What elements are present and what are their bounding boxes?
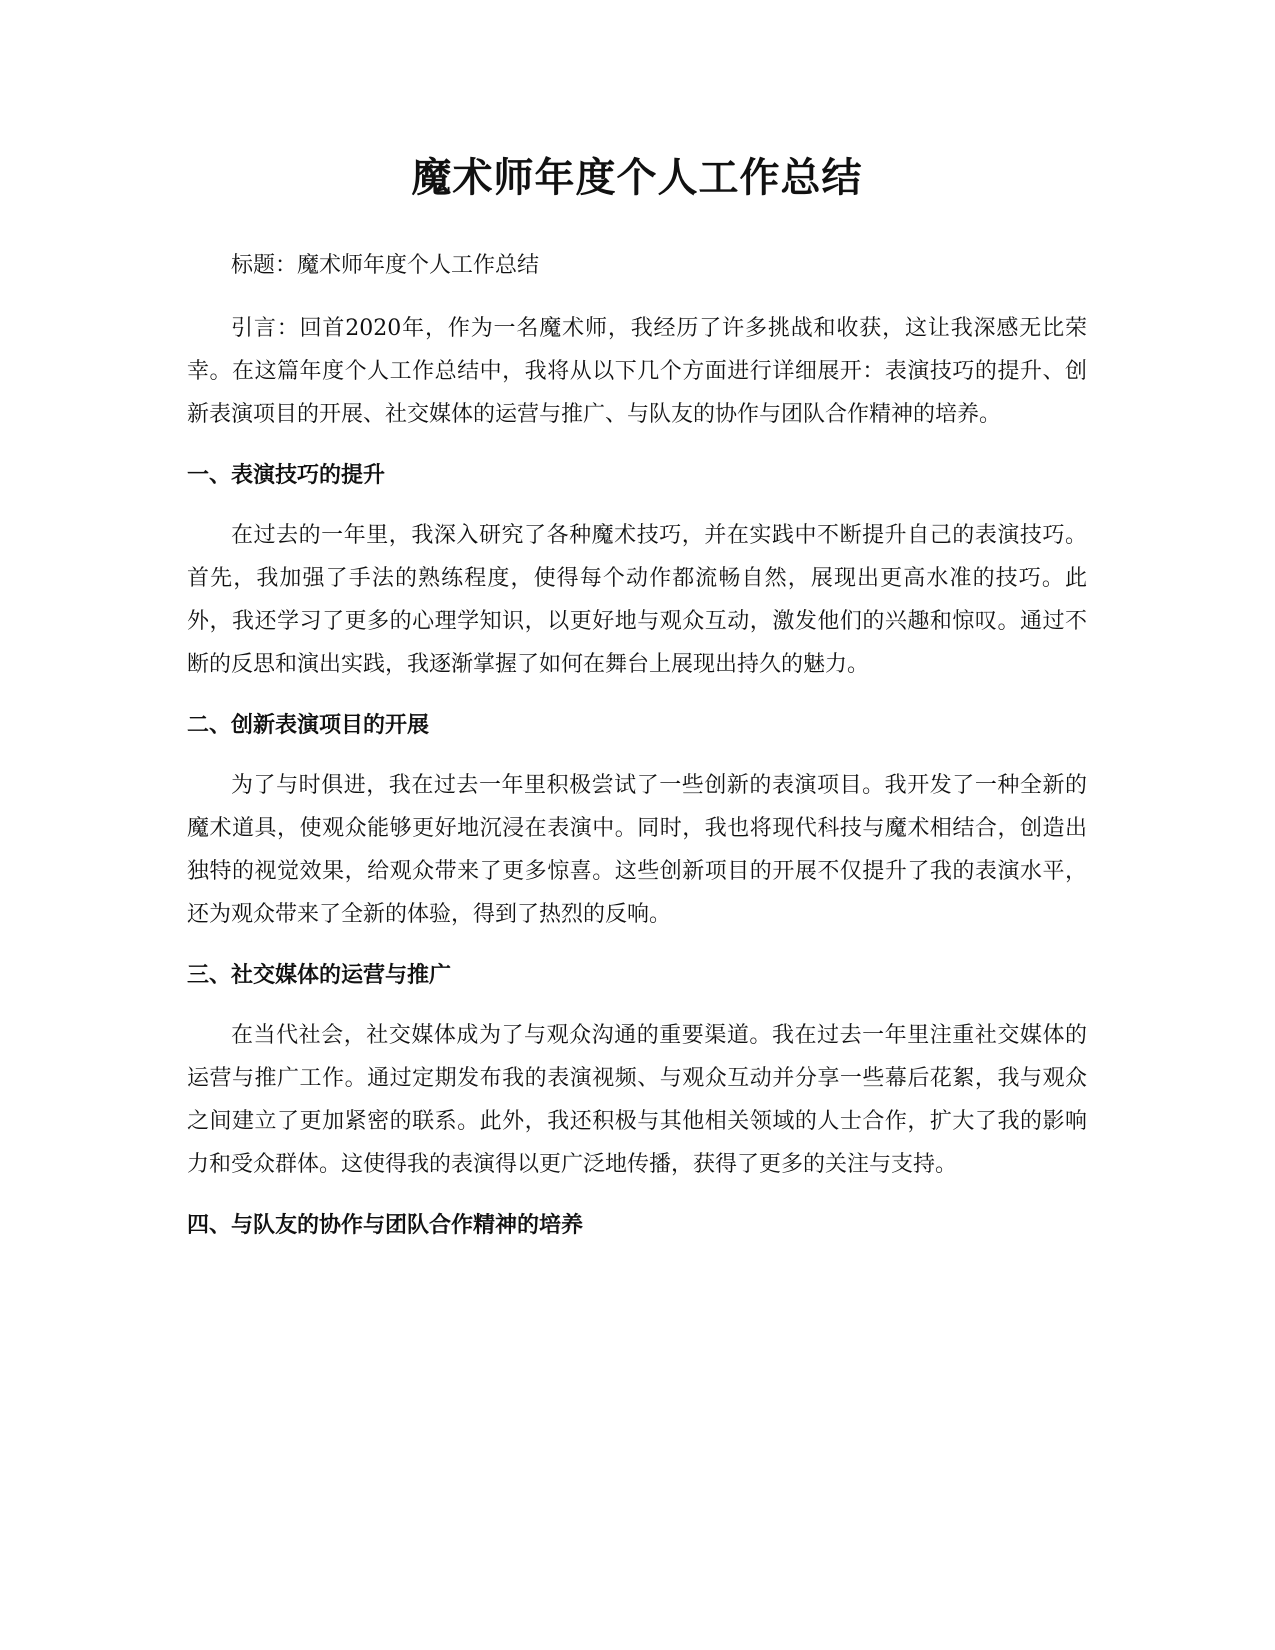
section-body-2: 为了与时俱进，我在过去一年里积极尝试了一些创新的表演项目。我开发了一种全新的魔术道具，使观众能够更好地沉浸在表演中。同时，我也将现代科技与魔术相结合，创造出独特的视觉效果，给观众带来了更多惊喜。这些创新项目的开展不仅提升了我的表演水平，还为观众带来了全新的体验，得到了热烈的反响。	[187, 773, 1087, 927]
intro-paragraph: 引言：回首2020年，作为一名魔术师，我经历了许多挑战和收获，这让我深感无比荣幸。在这篇年度个人工作总结中，我将从以下几个方面进行详细展开：表演技巧的提升、创新表演项目的开展、社交媒体的运营与推广、与队友的协作与团队合作精神的培养。	[187, 316, 1087, 427]
section-body-3: 在当代社会，社交媒体成为了与观众沟通的重要渠道。我在过去一年里注重社交媒体的运营与推广工作。通过定期发布我的表演视频、与观众互动并分享一些幕后花絮，我与观众之间建立了更加紧密的联系。此外，我还积极与其他相关领域的人士合作，扩大了我的影响力和受众群体。这使得我的表演得以更广泛地传播，获得了更多的关注与支持。	[187, 1023, 1087, 1177]
document-content	[187, 140, 1087, 1264]
section-heading-1: 一、表演技巧的提升	[187, 463, 386, 488]
document-title: 魔术师年度个人工作总结	[411, 155, 863, 201]
subtitle-paragraph: 标题：魔术师年度个人工作总结	[231, 253, 540, 278]
section-body-1: 在过去的一年里，我深入研究了各种魔术技巧，并在实践中不断提升自己的表演技巧。首先，我加强了手法的熟练程度，使得每个动作都流畅自然，展现出更高水准的技巧。此外，我还学习了更多的心理学知识，以更好地与观众互动，激发他们的兴趣和惊叹。通过不断的反思和演出实践，我逐渐掌握了如何在舞台上展现出持久的魅力。	[187, 523, 1087, 677]
section-heading-2: 二、创新表演项目的开展	[187, 713, 430, 738]
section-heading-3: 三、社交媒体的运营与推广	[187, 963, 452, 988]
section-heading-4: 四、与队友的协作与团队合作精神的培养	[187, 1213, 584, 1238]
